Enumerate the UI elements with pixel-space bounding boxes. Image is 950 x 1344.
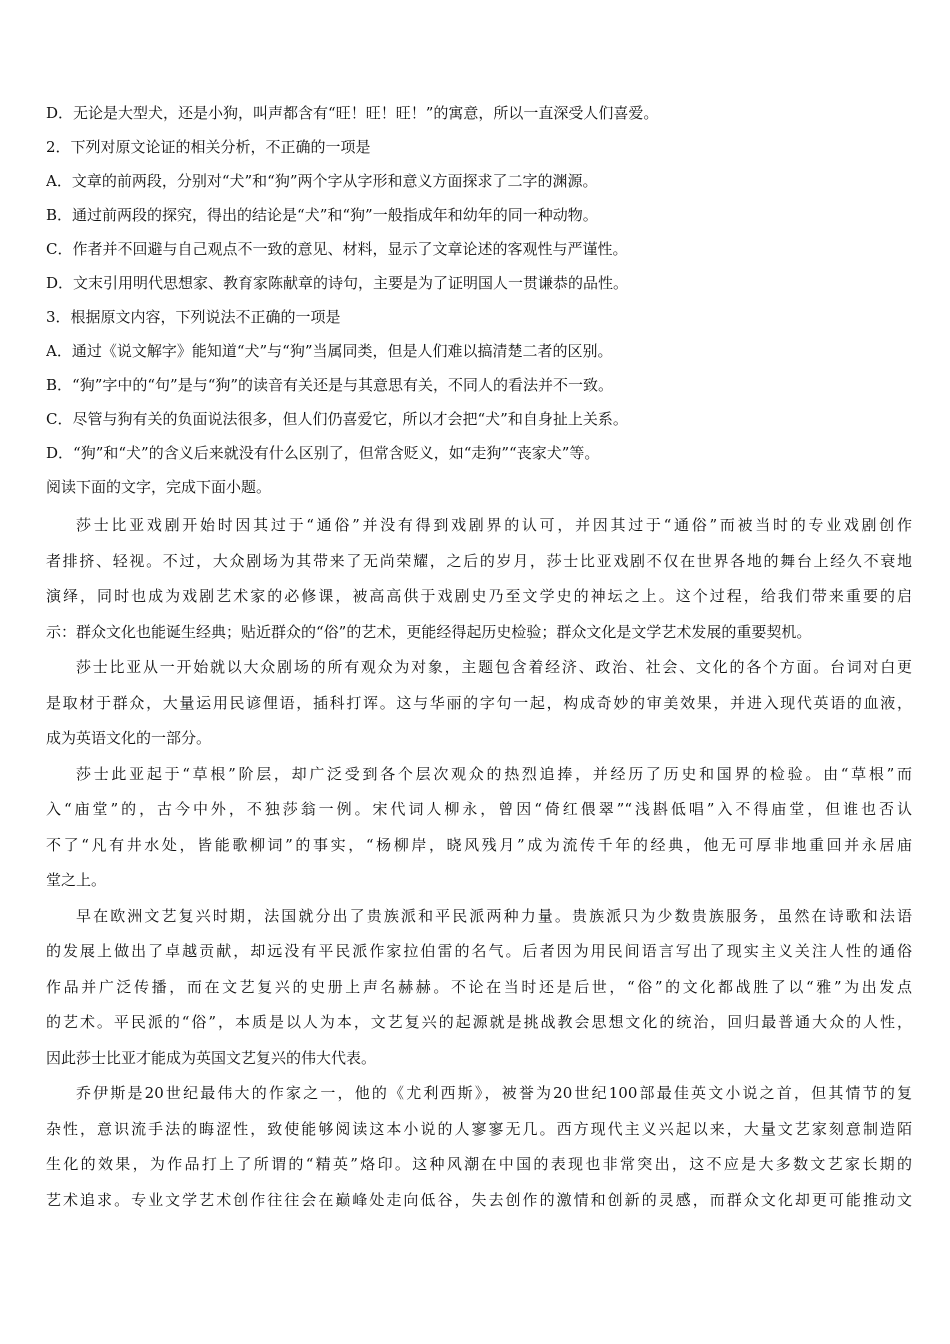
passage-line: 乔伊斯是20世纪最伟大的作家之一，他的《尤利西斯》，被誉为20世纪100部最佳英文小说之首，但其情节的复 <box>76 1084 912 1102</box>
exam-page <box>46 96 912 1218</box>
passage-line: 成为英语文化的一部分。 <box>46 729 212 747</box>
passage-line: 莎士此亚起于“草根”阶层，却广泛受到各个层次观众的热烈追捧，并经历了历史和国界的检验。由“草根”而 <box>76 764 912 783</box>
q3-option-c: C．尽管与狗有关的负面说法很多，但人们仍喜爱它，所以才会把“犬”和自身扯上关系。 <box>46 410 628 428</box>
passage-line: 杂性，意识流手法的晦涩性，致使能够阅读这本小说的人寥寥无几。西方现代主义兴起以来，大量文艺家刻意制造陌 <box>46 1119 912 1138</box>
passage-line: 的发展上做出了卓越贡献，却远没有平民派作家拉伯雷的名气。后者因为用民间语言写出了现实主义关注人性的通俗 <box>46 942 912 960</box>
passage-line: 早在欧洲文艺复兴时期，法国就分出了贵族派和平民派两种力量。贵族派只为少数贵族服务，虽然在诗歌和法语 <box>76 906 912 925</box>
q2-option-c: C．作者并不回避与自己观点不一致的意见、材料，显示了文章论述的客观性与严谨性。 <box>46 240 628 258</box>
passage-line: 堂之上。 <box>46 871 107 889</box>
q1-option-d: D．无论是大型犬，还是小狗，叫声都含有“旺！旺！旺！”的寓意，所以一直深受人们喜爱。 <box>46 104 659 122</box>
passage-line: 作品并广泛传播，而在文艺复兴的史册上声名赫赫。不论在当时还是后世，“俗”的文化都战胜了以“雅”为出发点 <box>46 977 912 996</box>
q3-option-b: B．“狗”字中的“句”是与“狗”的读音有关还是与其意思有关，不同人的看法并不一致。 <box>46 376 614 394</box>
passage-line: 因此莎士比亚才能成为英国文艺复兴的伟大代表。 <box>46 1048 377 1067</box>
q2-option-d: D．文末引用明代思想家、教育家陈献章的诗句，主要是为了证明国人一贯谦恭的品性。 <box>46 274 629 292</box>
reading-passage <box>46 508 912 1218</box>
passage-line: 莎士比亚戏剧开始时因其过于“通俗”并没有得到戏剧界的认可，并因其过于“通俗”而被当时的专业戏剧创作 <box>76 516 912 534</box>
passage-line: 不了“凡有井水处，皆能歌柳词”的事实，“杨柳岸，晓风残月”成为流传千年的经典，他无可厚非地重回并永居庙 <box>46 835 912 854</box>
passage-paragraph-1 <box>46 508 912 650</box>
q3-stem: 3．根据原文内容，下列说法不正确的一项是 <box>46 308 341 326</box>
q3-option-a: A．通过《说文解字》能知道“犬”与“狗”当属同类，但是人们难以搞清楚二者的区别。 <box>46 342 613 360</box>
passage-line: 艺术追求。专业文学艺术创作往往会在巅峰处走向低谷，失去创作的激情和创新的灵感，而群众文化却更可能推动文 <box>46 1190 912 1209</box>
passage-line: 生化的效果，为作品打上了所谓的“精英”烙印。这种风潮在中国的表现也非常突出，这不应是大多数文艺家长期的 <box>46 1155 912 1173</box>
passage-line: 是取材于群众，大量运用民谚俚语，插科打诨。这与华丽的字句一起，构成奇妙的审美效果，并进入现代英语的血液， <box>46 693 912 712</box>
reading-instruction: 阅读下面的文字，完成下面小题。 <box>46 478 272 496</box>
passage-line: 示：群众文化也能诞生经典；贴近群众的“俗”的艺术，更能经得起历史检验；群众文化是文学艺术发展的重要契机。 <box>46 622 812 641</box>
passage-paragraph-4 <box>46 899 912 1077</box>
passage-line: 莎士比亚从一开始就以大众剧场的所有观众为对象，主题包含着经济、政治、社会、文化的各个方面。台词对白更 <box>76 658 912 676</box>
q2-option-a: A．文章的前两段，分别对“犬”和“狗”两个字从字形和意义方面探求了二字的渊源。 <box>46 172 598 190</box>
q3-option-d: D．“狗”和“犬”的含义后来就没有什么区别了，但常含贬义，如“走狗”“丧家犬”等。 <box>46 444 600 462</box>
passage-line: 者排挤、轻视。不过，大众剧场为其带来了无尚荣耀，之后的岁月，莎士比亚戏剧不仅在世界各地的舞台上经久不衰地 <box>46 551 912 570</box>
passage-line: 演绎，同时也成为戏剧艺术家的必修课，被高高供于戏剧史乃至文学史的神坛之上。这个过程，给我们带来重要的启 <box>46 587 912 605</box>
passage-line: 的艺术。平民派的“俗”，本质是以人为本，文艺复兴的起源就是挑战教会思想文化的统治，回归最普通大众的人性， <box>46 1013 912 1031</box>
q2-stem: 2．下列对原文论证的相关分析，不正确的一项是 <box>46 138 371 156</box>
q2-option-b: B．通过前两段的探究，得出的结论是“犬”和“狗”一般指成年和幼年的同一种动物。 <box>46 206 598 224</box>
passage-paragraph-2 <box>46 650 912 757</box>
passage-paragraph-3 <box>46 757 912 899</box>
passage-line: 入“庙堂”的，古今中外，不独莎翁一例。宋代词人柳永，曾因“倚红偎翠”“浅斟低唱”入不得庙堂，但谁也否认 <box>46 800 912 818</box>
passage-paragraph-5 <box>46 1076 912 1218</box>
